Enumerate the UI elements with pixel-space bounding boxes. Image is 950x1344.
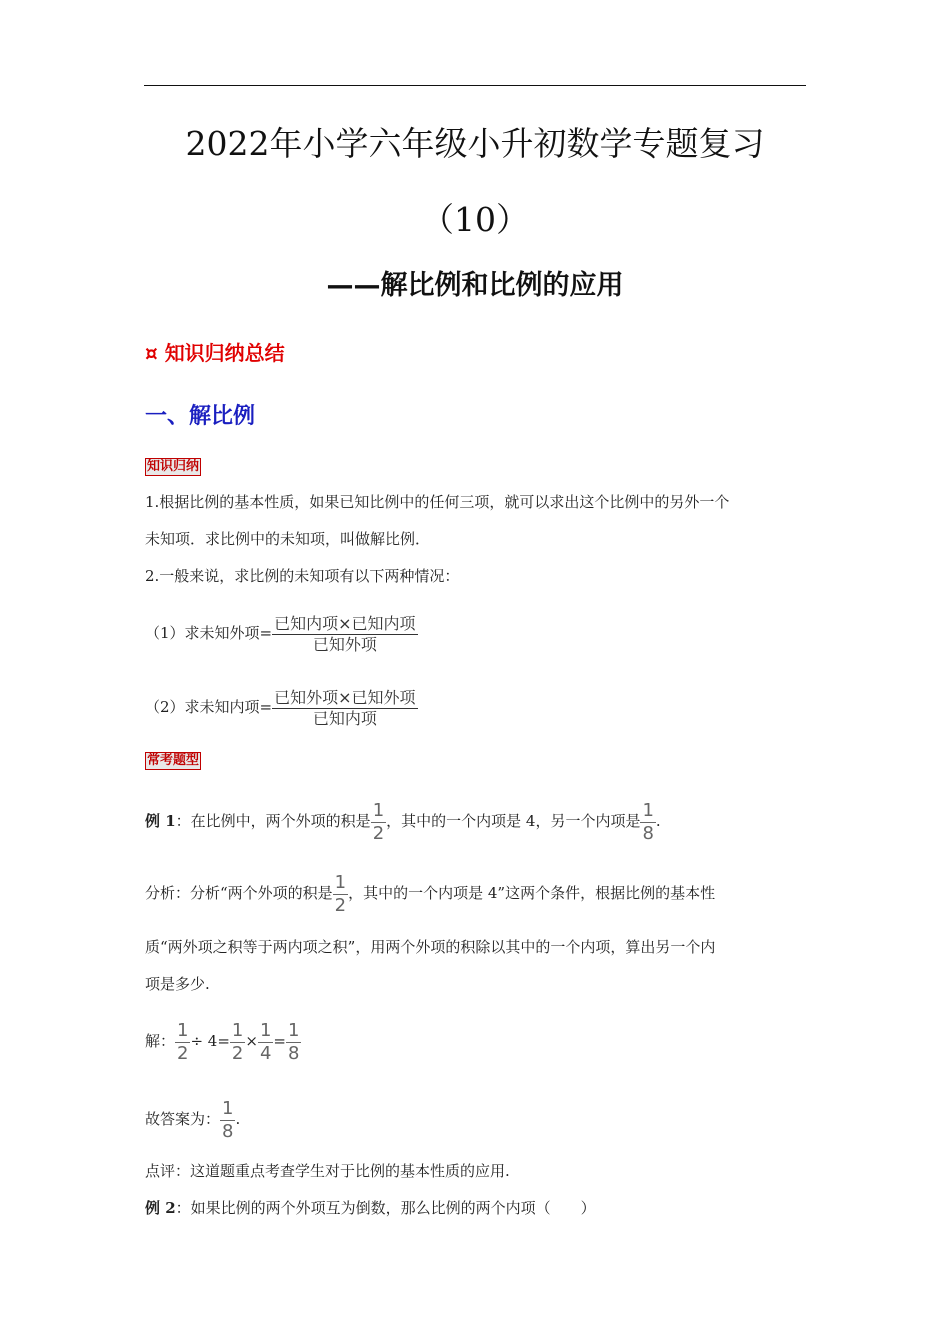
operator: × (245, 1032, 258, 1050)
comment: 点评：这道题重点考查学生对于比例的基本性质的应用. (145, 1162, 510, 1180)
example-text: ：如果比例的两个外项互为倒数，那么比例的两个内项（ ） (175, 1199, 596, 1217)
fraction (230, 1020, 245, 1065)
analysis-text: ，其中的一个内项是 4”这两个条件，根据比例的基本性 (348, 884, 716, 902)
example-text: ，其中的一个内项是 4，另一个内项是 (386, 812, 641, 830)
numerator: 1 (259, 1019, 272, 1041)
denominator: 8 (287, 1042, 300, 1064)
fraction (333, 872, 348, 917)
denominator: 8 (642, 822, 654, 844)
fraction (640, 800, 655, 845)
example-2 (145, 1197, 596, 1219)
header-rule (144, 85, 806, 86)
denominator: 2 (231, 1042, 244, 1064)
example-label: 例 2 (145, 1199, 176, 1217)
numerator: 1 (222, 1097, 234, 1119)
solution (145, 1016, 301, 1066)
example-1 (145, 796, 661, 846)
numerator: 已知外项×已知外项 (274, 687, 416, 707)
formula-case-2 (145, 684, 418, 730)
example-text: . (655, 812, 661, 830)
document-subtitle: ——解比例和比例的应用 (326, 270, 624, 301)
formula-label: （2）求未知内项= (145, 698, 273, 716)
paragraph: 1.根据比例的基本性质，如果已知比例中的任何三项，就可以求出这个比例中的另外一个 (145, 493, 730, 511)
section-heading-summary: ¤ 知识归纳总结 (145, 341, 285, 365)
solution-label: 解： (145, 1032, 176, 1050)
answer-label: 故答案为： (145, 1110, 221, 1128)
fraction (175, 1020, 190, 1065)
paragraph: 2.一般来说，求比例的未知项有以下两种情况： (145, 567, 460, 585)
analysis-text: 分析：分析“两个外项的积是 (145, 884, 333, 902)
fraction (371, 800, 386, 845)
formula-fraction (272, 688, 417, 729)
numerator: 1 (334, 871, 347, 893)
document-title-number: （10） (421, 200, 529, 239)
formula-label: （1）求未知外项= (145, 624, 273, 642)
analysis-line-1 (145, 868, 715, 918)
denominator: 2 (334, 894, 347, 916)
formula-case-1 (145, 610, 418, 656)
fraction (220, 1098, 235, 1143)
document-title: 2022年小学六年级小升初数学专题复习 (185, 124, 765, 163)
denominator: 2 (177, 1042, 189, 1064)
denominator: 8 (222, 1120, 234, 1142)
numerator: 1 (177, 1019, 189, 1041)
answer-text: . (235, 1110, 241, 1128)
example-text: ：在比例中，两个外项的积是 (175, 812, 371, 830)
section-heading-one: 一、解比例 (145, 404, 256, 429)
tag-knowledge: 知识归纳 (147, 459, 200, 474)
analysis-line-3: 项是多少. (145, 975, 210, 993)
numerator: 已知内项×已知内项 (274, 613, 416, 633)
formula-fraction (272, 614, 417, 655)
fraction (286, 1020, 301, 1065)
fraction (258, 1020, 273, 1065)
numerator: 1 (287, 1019, 300, 1041)
denominator: 已知外项 (272, 634, 417, 655)
tag-common-questions: 常考题型 (147, 753, 200, 768)
numerator: 1 (372, 799, 385, 821)
answer (145, 1094, 240, 1144)
operator: ÷ 4= (190, 1032, 230, 1050)
paragraph: 未知项．求比例中的未知项，叫做解比例． (145, 530, 431, 548)
numerator: 1 (231, 1019, 244, 1041)
denominator: 2 (372, 822, 385, 844)
numerator: 1 (642, 799, 654, 821)
example-label: 例 1 (145, 812, 176, 830)
denominator: 已知内项 (272, 708, 417, 729)
denominator: 4 (259, 1042, 272, 1064)
operator: = (273, 1032, 286, 1050)
analysis-line-2: 质“两外项之积等于两内项之积”，用两个外项的积除以其中的一个内项，算出另一个内 (145, 938, 716, 956)
